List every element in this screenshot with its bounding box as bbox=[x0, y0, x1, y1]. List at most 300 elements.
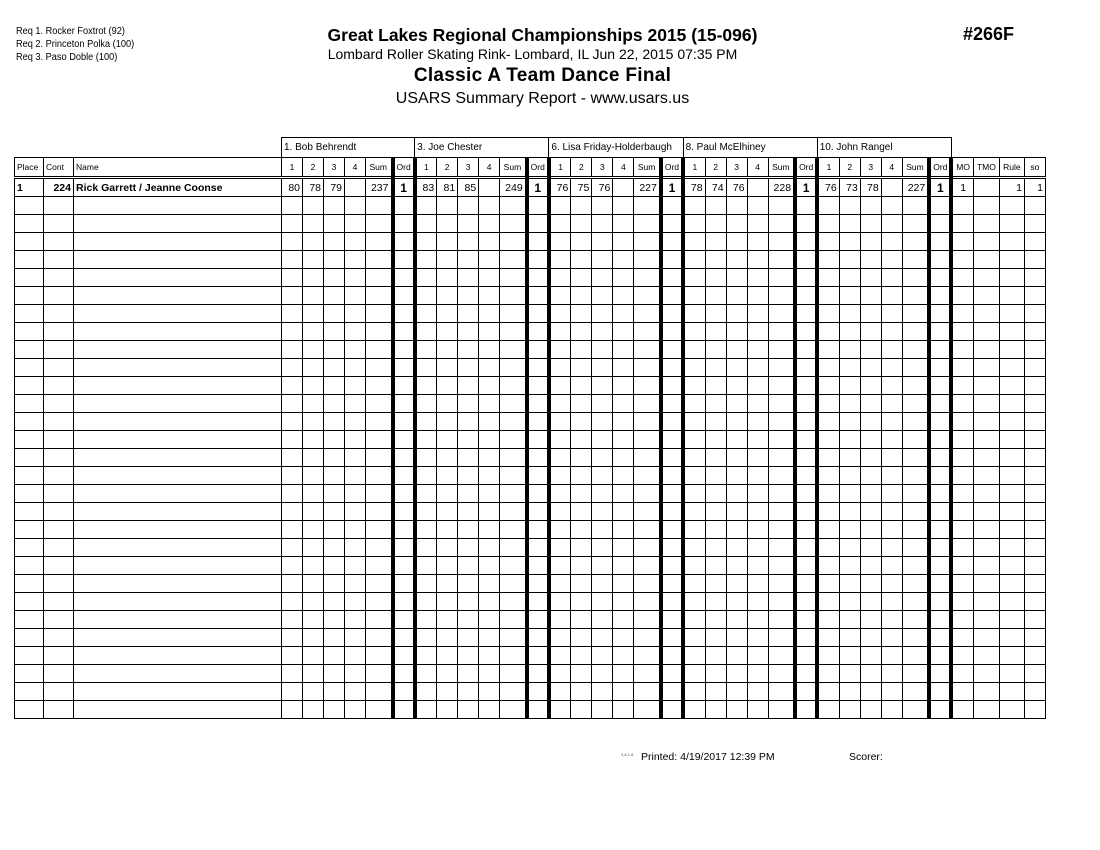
empty-cell bbox=[902, 413, 929, 431]
judge-5-sum-cell: 227 bbox=[902, 178, 929, 197]
empty-cell bbox=[527, 287, 549, 305]
empty-cell bbox=[881, 377, 902, 395]
empty-cell bbox=[458, 575, 479, 593]
empty-cell bbox=[683, 467, 705, 485]
empty-cell bbox=[747, 323, 768, 341]
empty-cell bbox=[860, 683, 881, 701]
empty-cell bbox=[634, 503, 661, 521]
empty-cell bbox=[726, 395, 747, 413]
empty-cell bbox=[479, 575, 500, 593]
empty-table-row bbox=[15, 449, 1046, 467]
empty-cell bbox=[549, 197, 571, 215]
empty-cell bbox=[500, 233, 527, 251]
empty-cell bbox=[458, 341, 479, 359]
empty-cell bbox=[324, 233, 345, 251]
empty-cell bbox=[726, 593, 747, 611]
empty-cell bbox=[44, 341, 74, 359]
empty-cell bbox=[973, 449, 999, 467]
empty-cell bbox=[747, 485, 768, 503]
empty-cell bbox=[951, 413, 973, 431]
empty-cell bbox=[415, 305, 437, 323]
empty-cell bbox=[324, 539, 345, 557]
empty-cell bbox=[795, 287, 817, 305]
empty-cell bbox=[683, 611, 705, 629]
empty-cell bbox=[479, 413, 500, 431]
empty-cell bbox=[527, 359, 549, 377]
empty-cell bbox=[1024, 215, 1045, 233]
empty-cell bbox=[747, 647, 768, 665]
empty-cell bbox=[324, 683, 345, 701]
empty-cell bbox=[860, 557, 881, 575]
empty-cell bbox=[999, 197, 1024, 215]
empty-cell bbox=[415, 629, 437, 647]
empty-cell bbox=[571, 485, 592, 503]
empty-cell bbox=[303, 359, 324, 377]
empty-cell bbox=[500, 503, 527, 521]
empty-cell bbox=[415, 323, 437, 341]
empty-cell bbox=[500, 323, 527, 341]
empty-cell bbox=[393, 215, 415, 233]
empty-cell bbox=[437, 467, 458, 485]
empty-cell bbox=[74, 521, 282, 539]
empty-cell bbox=[795, 413, 817, 431]
empty-cell bbox=[74, 629, 282, 647]
empty-cell bbox=[303, 431, 324, 449]
empty-cell bbox=[366, 215, 393, 233]
empty-cell bbox=[705, 341, 726, 359]
empty-cell bbox=[795, 647, 817, 665]
empty-cell bbox=[366, 395, 393, 413]
empty-cell bbox=[366, 431, 393, 449]
empty-cell bbox=[683, 647, 705, 665]
empty-cell bbox=[303, 611, 324, 629]
empty-cell bbox=[929, 629, 951, 647]
empty-cell bbox=[74, 305, 282, 323]
empty-cell bbox=[795, 215, 817, 233]
empty-cell bbox=[345, 269, 366, 287]
empty-cell bbox=[345, 629, 366, 647]
empty-cell bbox=[902, 629, 929, 647]
empty-cell bbox=[74, 359, 282, 377]
empty-cell bbox=[282, 431, 303, 449]
empty-cell bbox=[747, 395, 768, 413]
empty-cell bbox=[902, 503, 929, 521]
empty-cell bbox=[571, 503, 592, 521]
empty-cell bbox=[747, 233, 768, 251]
empty-cell bbox=[1024, 323, 1045, 341]
empty-cell bbox=[634, 431, 661, 449]
empty-cell bbox=[74, 413, 282, 431]
empty-cell bbox=[839, 251, 860, 269]
empty-cell bbox=[415, 287, 437, 305]
empty-cell bbox=[881, 395, 902, 413]
empty-cell bbox=[74, 485, 282, 503]
empty-cell bbox=[74, 431, 282, 449]
empty-cell bbox=[929, 521, 951, 539]
empty-cell bbox=[44, 269, 74, 287]
empty-cell bbox=[839, 629, 860, 647]
empty-cell bbox=[479, 341, 500, 359]
empty-cell bbox=[393, 431, 415, 449]
empty-cell bbox=[817, 287, 839, 305]
empty-cell bbox=[999, 665, 1024, 683]
empty-cell bbox=[747, 467, 768, 485]
empty-cell bbox=[929, 413, 951, 431]
empty-cell bbox=[634, 557, 661, 575]
tmo-cell bbox=[973, 178, 999, 197]
empty-cell bbox=[795, 449, 817, 467]
empty-cell bbox=[929, 485, 951, 503]
empty-cell bbox=[951, 503, 973, 521]
empty-cell bbox=[527, 215, 549, 233]
judge-2-ord-cell: 1 bbox=[527, 178, 549, 197]
empty-cell bbox=[549, 629, 571, 647]
empty-cell bbox=[303, 287, 324, 305]
empty-table-row bbox=[15, 611, 1046, 629]
judge-5-s4-cell bbox=[881, 178, 902, 197]
empty-cell bbox=[345, 341, 366, 359]
empty-cell bbox=[613, 215, 634, 233]
empty-cell bbox=[999, 467, 1024, 485]
empty-cell bbox=[999, 395, 1024, 413]
empty-cell bbox=[726, 377, 747, 395]
empty-cell bbox=[817, 305, 839, 323]
empty-cell bbox=[366, 683, 393, 701]
empty-cell bbox=[571, 359, 592, 377]
empty-cell bbox=[303, 233, 324, 251]
empty-cell bbox=[44, 665, 74, 683]
empty-cell bbox=[415, 233, 437, 251]
empty-cell bbox=[705, 485, 726, 503]
empty-cell bbox=[282, 611, 303, 629]
empty-cell bbox=[683, 575, 705, 593]
empty-cell bbox=[902, 683, 929, 701]
empty-cell bbox=[527, 467, 549, 485]
place-header: Place bbox=[15, 158, 44, 178]
empty-cell bbox=[795, 341, 817, 359]
empty-cell bbox=[795, 485, 817, 503]
empty-cell bbox=[415, 449, 437, 467]
empty-cell bbox=[345, 647, 366, 665]
empty-cell bbox=[661, 467, 683, 485]
empty-cell bbox=[458, 629, 479, 647]
empty-cell bbox=[661, 269, 683, 287]
empty-cell bbox=[951, 323, 973, 341]
empty-cell bbox=[860, 611, 881, 629]
judge-4-header: 8. Paul McElhiney bbox=[683, 138, 817, 158]
empty-cell bbox=[902, 377, 929, 395]
empty-cell bbox=[902, 593, 929, 611]
name-header: Name bbox=[74, 158, 282, 178]
empty-cell bbox=[683, 377, 705, 395]
empty-cell bbox=[324, 629, 345, 647]
empty-cell bbox=[634, 287, 661, 305]
empty-cell bbox=[366, 557, 393, 575]
empty-cell bbox=[393, 323, 415, 341]
empty-cell bbox=[661, 593, 683, 611]
judge-5-col-4: 4 bbox=[881, 158, 902, 178]
empty-cell bbox=[324, 647, 345, 665]
empty-cell bbox=[1024, 287, 1045, 305]
tmo-header: TMO bbox=[973, 158, 999, 178]
empty-cell bbox=[747, 413, 768, 431]
empty-cell bbox=[860, 395, 881, 413]
empty-cell bbox=[571, 215, 592, 233]
empty-cell bbox=[860, 323, 881, 341]
empty-cell bbox=[458, 251, 479, 269]
empty-cell bbox=[902, 485, 929, 503]
empty-cell bbox=[324, 251, 345, 269]
empty-cell bbox=[437, 341, 458, 359]
empty-cell bbox=[860, 197, 881, 215]
empty-cell bbox=[303, 413, 324, 431]
empty-cell bbox=[15, 467, 44, 485]
empty-cell bbox=[345, 413, 366, 431]
empty-cell bbox=[929, 575, 951, 593]
empty-cell bbox=[705, 269, 726, 287]
empty-cell bbox=[527, 575, 549, 593]
empty-cell bbox=[881, 269, 902, 287]
empty-cell bbox=[366, 359, 393, 377]
empty-cell bbox=[683, 413, 705, 431]
judge-3-col-2: 2 bbox=[571, 158, 592, 178]
empty-cell bbox=[15, 557, 44, 575]
empty-cell bbox=[44, 683, 74, 701]
empty-cell bbox=[951, 305, 973, 323]
empty-cell bbox=[999, 323, 1024, 341]
judge-1-s3-cell: 79 bbox=[324, 178, 345, 197]
empty-cell bbox=[881, 485, 902, 503]
empty-cell bbox=[74, 575, 282, 593]
requirement-2: Req 2. Princeton Polka (100) bbox=[16, 39, 135, 50]
empty-cell bbox=[366, 323, 393, 341]
empty-cell bbox=[415, 611, 437, 629]
judge-2-sum-cell: 249 bbox=[500, 178, 527, 197]
empty-cell bbox=[705, 413, 726, 431]
empty-cell bbox=[839, 467, 860, 485]
empty-cell bbox=[44, 287, 74, 305]
empty-cell bbox=[324, 323, 345, 341]
empty-cell bbox=[929, 611, 951, 629]
empty-cell bbox=[479, 539, 500, 557]
empty-cell bbox=[15, 341, 44, 359]
judge-2-header: 3. Joe Chester bbox=[415, 138, 549, 158]
empty-cell bbox=[973, 503, 999, 521]
empty-cell bbox=[571, 233, 592, 251]
empty-cell bbox=[345, 611, 366, 629]
empty-cell bbox=[527, 341, 549, 359]
empty-cell bbox=[613, 701, 634, 719]
empty-cell bbox=[282, 395, 303, 413]
report-title: USARS Summary Report - www.usars.us bbox=[395, 90, 690, 107]
empty-cell bbox=[44, 413, 74, 431]
empty-cell bbox=[817, 431, 839, 449]
empty-cell bbox=[527, 485, 549, 503]
empty-cell bbox=[74, 467, 282, 485]
empty-cell bbox=[726, 557, 747, 575]
empty-cell bbox=[527, 665, 549, 683]
judge-3-col-3: 3 bbox=[592, 158, 613, 178]
empty-cell bbox=[437, 701, 458, 719]
empty-cell bbox=[393, 377, 415, 395]
empty-cell bbox=[15, 359, 44, 377]
empty-cell bbox=[613, 539, 634, 557]
empty-cell bbox=[881, 431, 902, 449]
empty-cell bbox=[549, 467, 571, 485]
empty-cell bbox=[500, 557, 527, 575]
empty-cell bbox=[881, 701, 902, 719]
empty-cell bbox=[393, 629, 415, 647]
empty-cell bbox=[839, 233, 860, 251]
empty-cell bbox=[747, 557, 768, 575]
empty-cell bbox=[613, 485, 634, 503]
empty-cell bbox=[549, 611, 571, 629]
empty-cell bbox=[15, 611, 44, 629]
empty-cell bbox=[549, 233, 571, 251]
empty-cell bbox=[303, 575, 324, 593]
empty-cell bbox=[366, 521, 393, 539]
empty-cell bbox=[527, 269, 549, 287]
empty-cell bbox=[592, 233, 613, 251]
empty-cell bbox=[860, 539, 881, 557]
empty-cell bbox=[929, 269, 951, 287]
empty-cell bbox=[683, 701, 705, 719]
empty-cell bbox=[15, 629, 44, 647]
empty-cell bbox=[951, 521, 973, 539]
empty-cell bbox=[303, 701, 324, 719]
empty-cell bbox=[634, 413, 661, 431]
empty-cell bbox=[1024, 521, 1045, 539]
empty-cell bbox=[613, 647, 634, 665]
empty-cell bbox=[951, 251, 973, 269]
empty-cell bbox=[747, 305, 768, 323]
empty-cell bbox=[366, 305, 393, 323]
empty-cell bbox=[366, 269, 393, 287]
empty-cell bbox=[74, 323, 282, 341]
empty-cell bbox=[527, 701, 549, 719]
empty-cell bbox=[74, 287, 282, 305]
empty-cell bbox=[613, 197, 634, 215]
empty-cell bbox=[705, 215, 726, 233]
empty-cell bbox=[999, 593, 1024, 611]
judge-4-ord-cell: 1 bbox=[795, 178, 817, 197]
empty-cell bbox=[705, 323, 726, 341]
empty-cell bbox=[795, 503, 817, 521]
empty-cell bbox=[795, 521, 817, 539]
blank-cell bbox=[951, 138, 1045, 158]
empty-cell bbox=[303, 467, 324, 485]
empty-cell bbox=[549, 683, 571, 701]
empty-cell bbox=[817, 575, 839, 593]
empty-cell bbox=[929, 539, 951, 557]
empty-cell bbox=[661, 683, 683, 701]
empty-cell bbox=[571, 629, 592, 647]
empty-cell bbox=[999, 485, 1024, 503]
empty-cell bbox=[613, 359, 634, 377]
empty-cell bbox=[999, 629, 1024, 647]
empty-cell bbox=[929, 377, 951, 395]
judge-1-ord-cell: 1 bbox=[393, 178, 415, 197]
empty-cell bbox=[726, 575, 747, 593]
empty-cell bbox=[768, 485, 795, 503]
empty-cell bbox=[860, 269, 881, 287]
empty-cell bbox=[500, 413, 527, 431]
empty-cell bbox=[817, 377, 839, 395]
empty-cell bbox=[902, 341, 929, 359]
empty-cell bbox=[973, 701, 999, 719]
empty-cell bbox=[345, 377, 366, 395]
empty-cell bbox=[613, 287, 634, 305]
empty-cell bbox=[661, 665, 683, 683]
empty-cell bbox=[881, 539, 902, 557]
empty-cell bbox=[661, 251, 683, 269]
empty-cell bbox=[881, 323, 902, 341]
judge-1-col-2: 2 bbox=[303, 158, 324, 178]
empty-cell bbox=[860, 359, 881, 377]
empty-cell bbox=[44, 629, 74, 647]
empty-cell bbox=[458, 665, 479, 683]
empty-cell bbox=[795, 611, 817, 629]
empty-cell bbox=[726, 305, 747, 323]
empty-cell bbox=[393, 359, 415, 377]
empty-cell bbox=[795, 197, 817, 215]
empty-cell bbox=[571, 647, 592, 665]
empty-cell bbox=[393, 503, 415, 521]
empty-cell bbox=[458, 197, 479, 215]
empty-cell bbox=[345, 521, 366, 539]
empty-cell bbox=[458, 557, 479, 575]
empty-cell bbox=[634, 683, 661, 701]
empty-cell bbox=[613, 575, 634, 593]
empty-cell bbox=[902, 395, 929, 413]
empty-cell bbox=[415, 503, 437, 521]
empty-cell bbox=[860, 503, 881, 521]
empty-table-row bbox=[15, 593, 1046, 611]
judge-3-s4-cell bbox=[613, 178, 634, 197]
empty-cell bbox=[973, 593, 999, 611]
judge-5-col-3: 3 bbox=[860, 158, 881, 178]
empty-cell bbox=[527, 413, 549, 431]
empty-cell bbox=[613, 593, 634, 611]
empty-cell bbox=[860, 287, 881, 305]
empty-cell bbox=[951, 557, 973, 575]
empty-cell bbox=[44, 503, 74, 521]
empty-cell bbox=[458, 395, 479, 413]
empty-cell bbox=[282, 593, 303, 611]
empty-cell bbox=[437, 647, 458, 665]
empty-cell bbox=[415, 269, 437, 287]
empty-cell bbox=[747, 521, 768, 539]
empty-cell bbox=[324, 503, 345, 521]
empty-cell bbox=[458, 467, 479, 485]
empty-cell bbox=[705, 377, 726, 395]
empty-cell bbox=[929, 431, 951, 449]
empty-cell bbox=[592, 449, 613, 467]
empty-cell bbox=[282, 305, 303, 323]
empty-cell bbox=[549, 665, 571, 683]
empty-cell bbox=[44, 305, 74, 323]
empty-cell bbox=[613, 521, 634, 539]
empty-cell bbox=[592, 197, 613, 215]
empty-cell bbox=[324, 287, 345, 305]
empty-cell bbox=[902, 701, 929, 719]
judge-5-s2-cell: 73 bbox=[839, 178, 860, 197]
empty-cell bbox=[415, 215, 437, 233]
empty-cell bbox=[860, 305, 881, 323]
empty-cell bbox=[860, 629, 881, 647]
empty-cell bbox=[324, 467, 345, 485]
empty-cell bbox=[324, 395, 345, 413]
